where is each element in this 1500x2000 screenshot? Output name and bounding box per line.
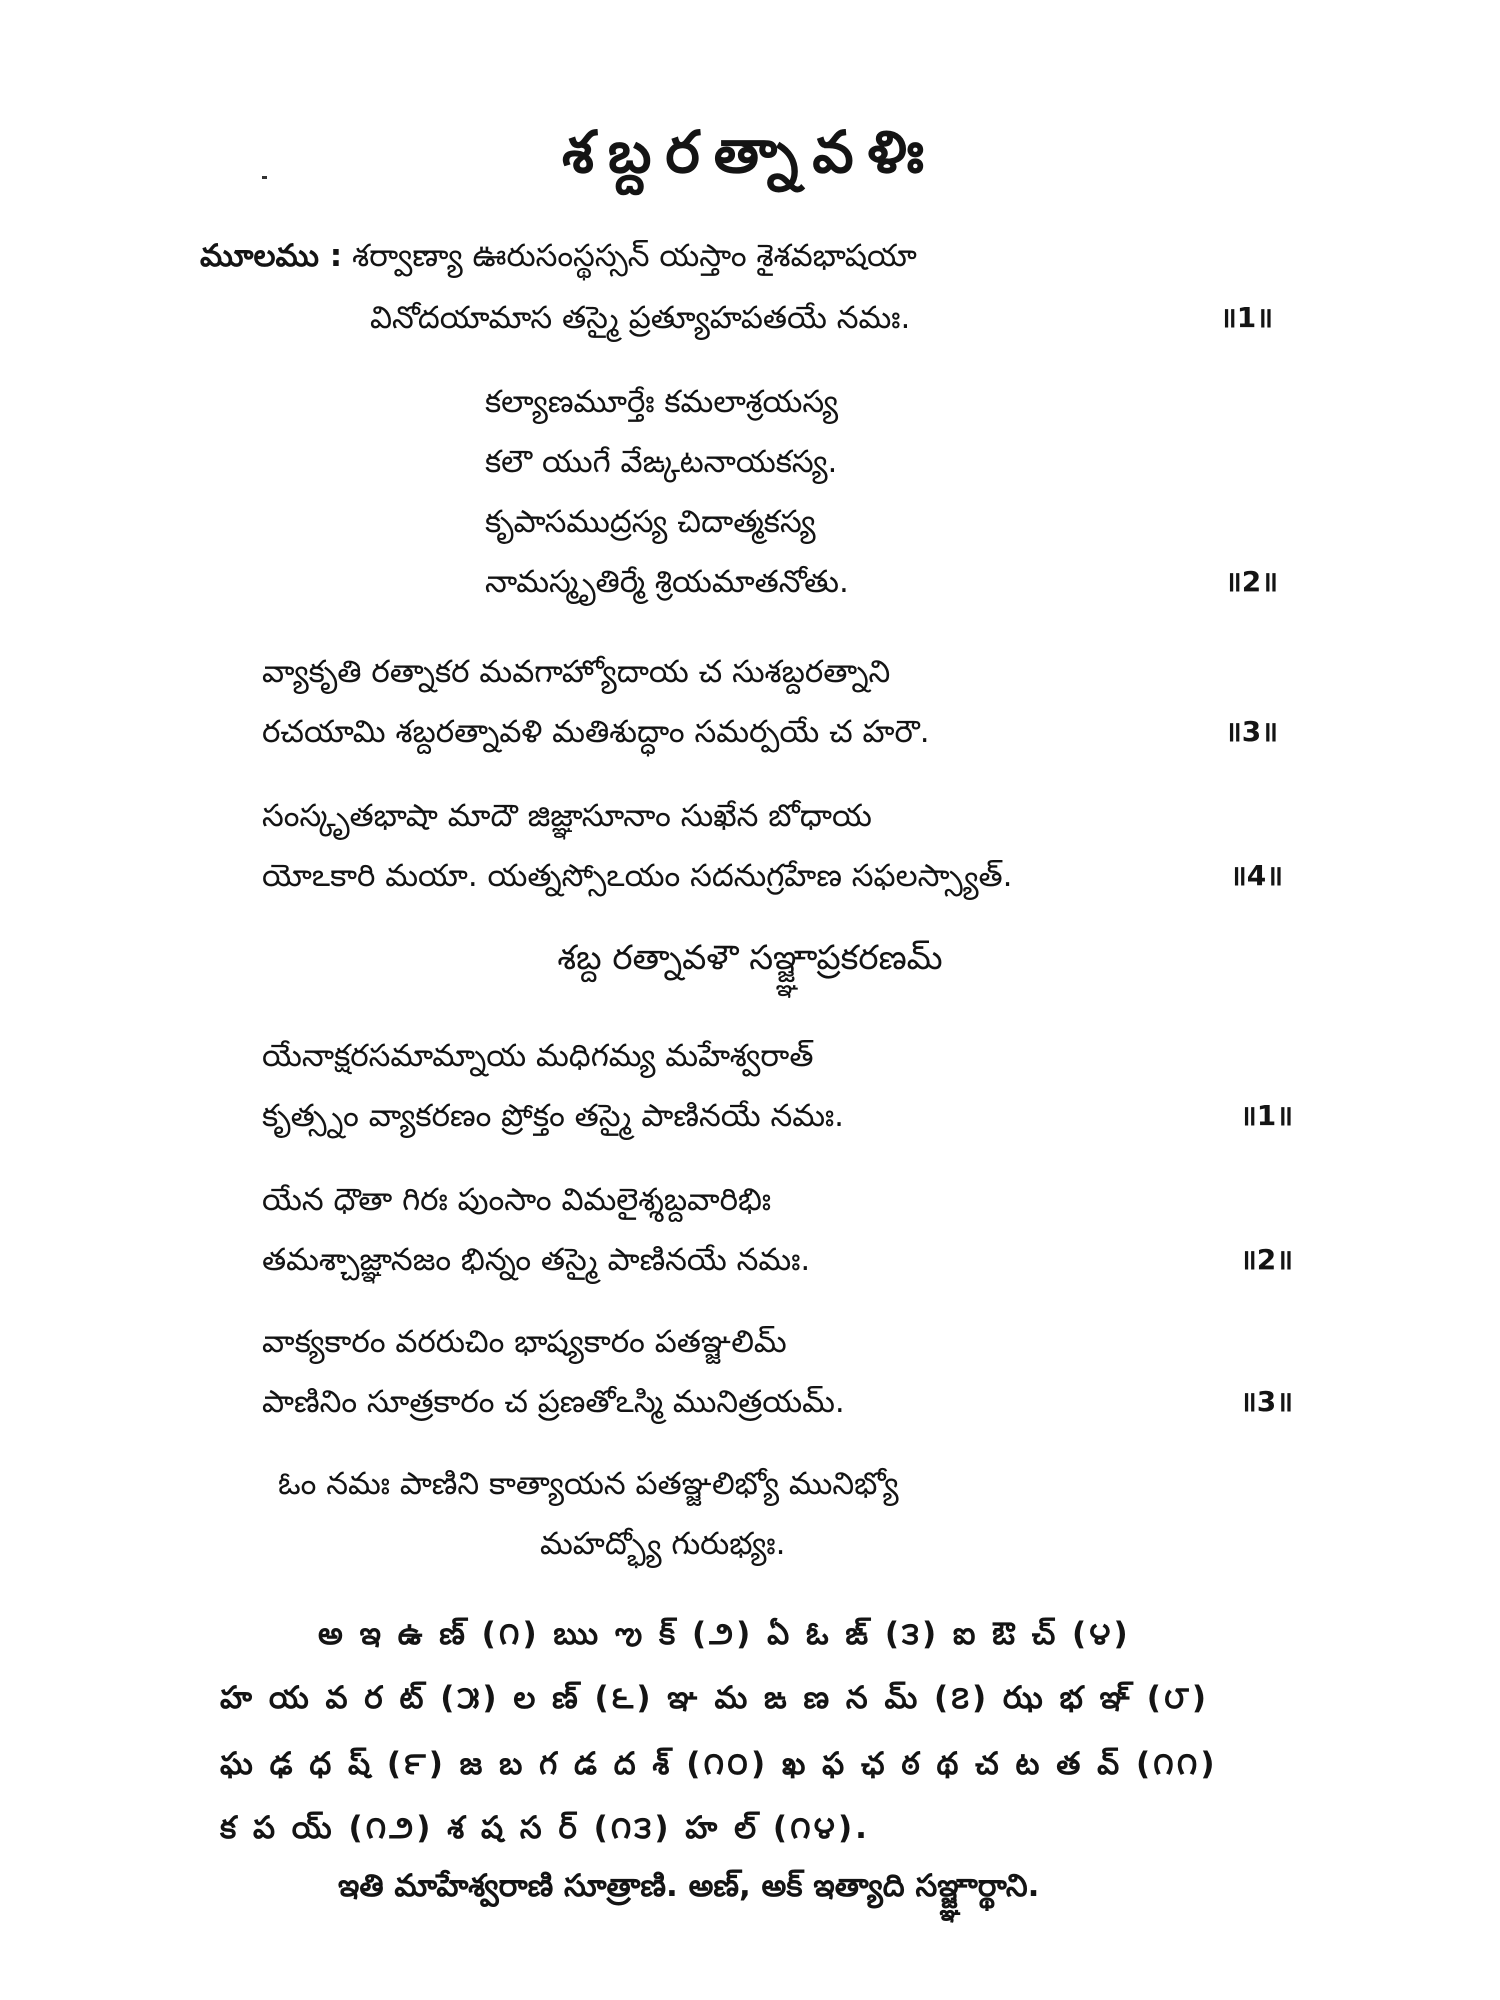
sanjna-verse-1-line-2: కృత్స్నం వ్యాకరణం ప్రోక్తం తస్మై పాణినయే నమః. bbox=[262, 1098, 845, 1134]
mulam-line-1 bbox=[200, 236, 917, 276]
section-heading: శబ్ద రత్నావళౌ సఞ్జ్ఞాప్రకరణమ్ bbox=[557, 938, 943, 978]
mulam-verse-text-1: శర్వాణ్యా ఊరుసంస్థస్సన్ యస్తాం శైశవభాషయా bbox=[352, 238, 917, 274]
sanjna-verse-2-line-2: తమశ్చాజ్ఞానజం భిన్నం తస్మై పాణినయే నమః. bbox=[262, 1242, 811, 1278]
page-title: శబ్దరత్నావళిః bbox=[562, 118, 938, 186]
verse-4-line-2: యోఽకారి మయా. యత్నస్సోఽయం సదనుగ్రహేణ సఫలస్స్యాత్. bbox=[262, 858, 1013, 894]
sutra-row-4: క ప య్ (౧౨) శ ష స ర్ (౧౩) హ ల్ (౧౪). bbox=[220, 1810, 870, 1846]
invocation-line-1: ఓం నమః పాణిని కాత్యాయన పతఞ్జలిభ్యో మునిభ్యో bbox=[278, 1466, 899, 1502]
sanjna-verse-2-line-1: యేన ధౌతా గిరః పుంసాం విమలైశ్శబ్దవారిభిః bbox=[262, 1182, 772, 1218]
sutra-row-2: హ య వ ర ట్ (౫) ల ణ్ (౬) ఞ మ ఙ ణ న మ్ (౭) ఝ భ ఞ్ (౮) bbox=[220, 1680, 1210, 1716]
sutra-closing-line: ఇతి మాహేశ్వరాణి సూత్రాణి. అణ్, అక్ ఇత్యాది సఞ్జ్ఞార్థాని. bbox=[338, 1868, 1040, 1904]
verse-2-line-3: కృపాసముద్రస్య చిదాత్మకస్య bbox=[485, 504, 816, 540]
verse-3-line-1: వ్యాకృతి రత్నాకర మవగాహ్యోదాయ చ సుశబ్దరత్నాని bbox=[262, 654, 891, 690]
verse-number: ॥1॥ bbox=[1220, 301, 1274, 334]
mulam-label: మూలము : bbox=[200, 238, 343, 274]
mulam-line-2: వినోదయామాస తస్మై ప్రత్యూహపతయే నమః. bbox=[370, 300, 911, 336]
verse-3-line-2: రచయామి శబ్దరత్నావళి మతిశుద్ధాం సమర్పయే చ హరౌ. bbox=[262, 714, 930, 750]
verse-2-line-4: నామస్మృతిర్మే శ్రియమాతనోతు. bbox=[485, 564, 849, 600]
invocation-line-2: మహద్భ్యో గురుభ్యః. bbox=[540, 1526, 786, 1562]
verse-number: ॥1॥ bbox=[1240, 1099, 1294, 1132]
sanjna-verse-1-line-1: యేనాక్షరసమామ్నాయ మధిగమ్య మహేశ్వరాత్ bbox=[262, 1038, 814, 1074]
sutra-row-3: ఘ ఢ ధ ష్ (౯) జ బ గ డ ద శ్ (౧౦) ఖ ఫ ఛ ఠ థ చ ట త వ్ (౧౧) bbox=[220, 1746, 1218, 1782]
verse-number: ॥4॥ bbox=[1230, 859, 1284, 892]
sanjna-verse-3-line-2: పాణినిం సూత్రకారం చ ప్రణతోఽస్మి మునిత్రయమ్. bbox=[262, 1384, 845, 1420]
sanjna-verse-3-line-1: వాక్యకారం వరరుచిం భాష్యకారం పతఞ్జలిమ్ bbox=[262, 1324, 787, 1360]
verse-number: ॥3॥ bbox=[1225, 715, 1279, 748]
verse-number: ॥2॥ bbox=[1225, 565, 1279, 598]
verse-2-line-2: కలౌ యుగే వేఙ్కటనాయకస్య. bbox=[485, 444, 838, 480]
sutra-row-1: అ ఇ ఉ ణ్ (౧) ఋ ఌ క్ (౨) ఏ ఓ ఙ్ (౩) ఐ ఔ చ్ (౪) bbox=[318, 1616, 1131, 1652]
verse-4-line-1: సంస్కృతభాషా మాదౌ జిజ్ఞాసూనాం సుఖేన బోధాయ bbox=[262, 798, 872, 834]
verse-number: ॥2॥ bbox=[1240, 1243, 1294, 1276]
verse-2-line-1: కల్యాణమూర్తేః కమలాశ్రయస్య bbox=[485, 384, 839, 420]
verse-number: ॥3॥ bbox=[1240, 1385, 1294, 1418]
